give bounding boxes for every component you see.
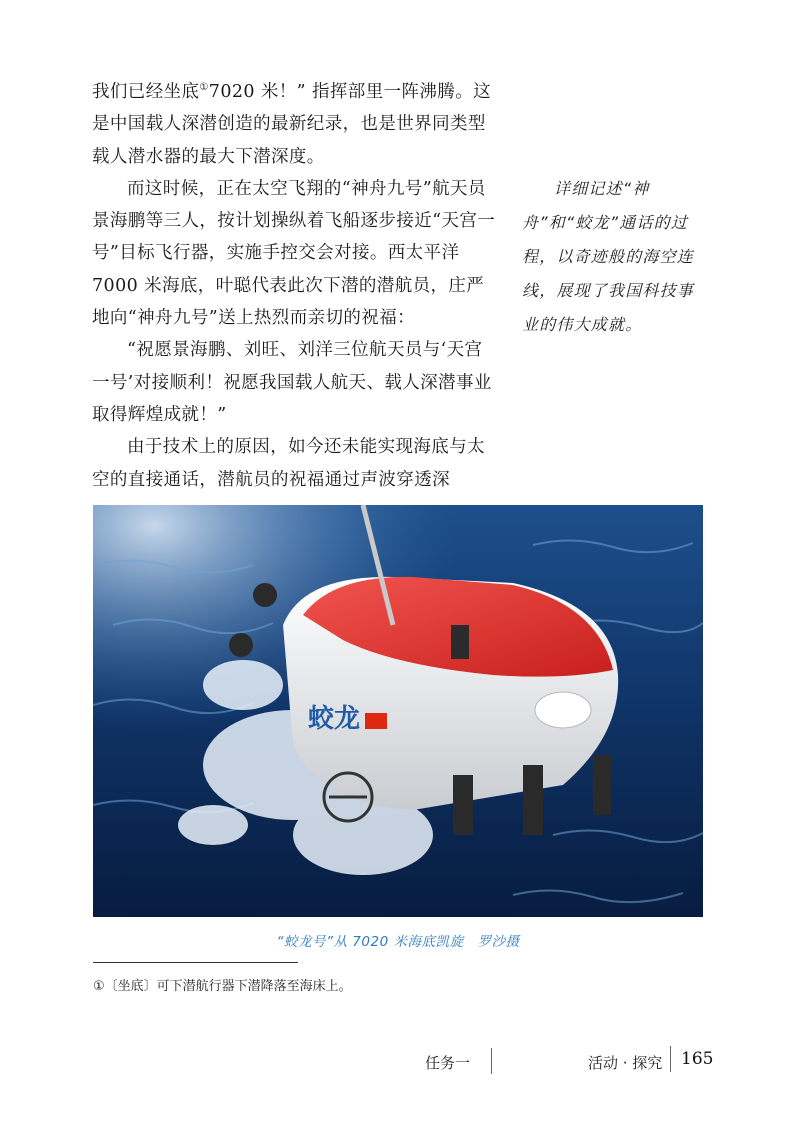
margin-note-text: 详细记述“神舟”和“蛟龙”通话的过程，以奇迹般的海空连线，展现了我国科技事业的伟大成就。 [522, 179, 695, 334]
footnote-divider [93, 962, 298, 963]
paragraph-1 [92, 76, 500, 173]
caption-text: “蛟龙号”从 7020 米海底凯旋 [276, 934, 464, 950]
paragraph-4: 由于技术上的原因，如今还未能实现海底与太空的直接通话，潜航员的祝福通过声波穿透深 [92, 437, 485, 490]
flag-icon [365, 713, 387, 729]
paragraph-1-rest: 7020 米！” 指挥部里一阵沸腾。这是中国载人深潜创造的最新纪录，也是世界同类型载人潜水器的最大下潜深度。 [92, 82, 491, 167]
submersible-illustration [93, 505, 703, 917]
footer-divider-left [491, 1048, 492, 1074]
footer-section-label: 任务一 [425, 1054, 471, 1072]
footer-activity-label: 活动 · 探究 [588, 1054, 663, 1072]
footnote-marker[interactable]: ① [199, 82, 209, 94]
caption-credit: 罗沙摄 [477, 934, 520, 950]
hull-lettering: 蛟龙 [308, 704, 361, 734]
margin-note [522, 172, 698, 342]
hatch-tower [451, 625, 469, 659]
paragraph-3: “祝愿景海鹏、刘旺、刘洋三位航天员与‘天宫一号’对接顺利！祝愿我国载人航天、载人深潜事业取得辉煌成就！” [92, 340, 492, 425]
footer-divider-right [670, 1046, 671, 1072]
viewport-dome [535, 692, 591, 728]
paragraph-2: 而这时候，正在太空飞翔的“神舟九号”航天员景海鹏等三人，按计划操纵着飞船逐步接近“天宫一号”目标飞行器，实施手控交会对接。西太平洋 7000 米海底，叶聪代表此次下潜的潜航员，庄严地向“神舟九号”送上热烈而亲切的祝福： [92, 178, 496, 329]
footnote: ①〔坐底〕可下潜航行器下潜降落至海床上。 [93, 979, 352, 994]
photo-caption [93, 930, 703, 950]
paragraph-1-start: 我们已经坐底 [92, 82, 200, 102]
page-number: 165 [681, 1049, 714, 1069]
submersible-photo [93, 505, 703, 917]
main-text [92, 76, 500, 496]
